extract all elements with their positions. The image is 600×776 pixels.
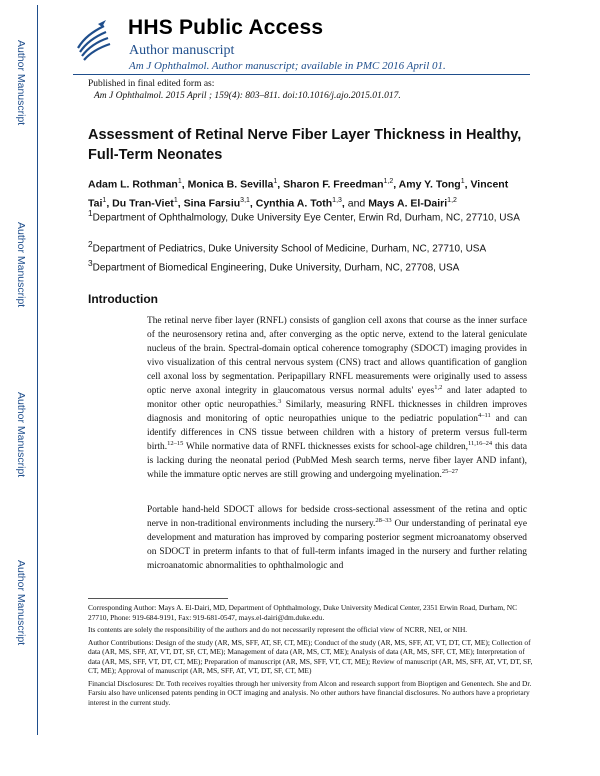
journal-availability: Am J Ophthalmol. Author manuscript; available in PMC 2016 April 01.: [129, 60, 446, 72]
paragraph-text: Our understanding of perinatal eye development and maturation has improved by comparing posterior segment microanatomy observed on SDOCT in preterm infants to that of full-term infants imaged in the nursery and further relating microanatomic abnormalities to ophthalmologic and: [147, 519, 527, 571]
citation-ref: 3: [278, 397, 282, 405]
footnote: Corresponding Author: Mays A. El-Dairi, MD, Department of Ophthalmology, Duke University Medical Center, 2351 Erwin Road, Durham, NC 27710, Phone: 919-684-9191, Fax: 919-681-0547, mays.el-dairi@dm.duke.edu.: [88, 603, 518, 622]
citation-ref: 11,16–24: [468, 439, 493, 447]
footnote: Financial Disclosures: Dr. Toth receives royalties through her university from Alcon and research support from Bioptigen and Genentech. She and Dr. Farsiu also have unlicensed patents pending in OCT imaging and analysis. No other authors have financial disclosures. No authors have a proprietary interest in the current study.: [88, 678, 532, 707]
authors-conjunction: and: [344, 197, 369, 209]
author-affiliation-number: 1: [460, 178, 465, 185]
published-label: Published in final edited form as:: [88, 79, 215, 89]
footnote: Author Contributions: Design of the study (AR, MS, SFF, AT, SF, CT, ME); Conduct of the study (AR, MS, SFF, AT, VT, DT, CT, ME); Collection of data (AR, MS, SFF, AT, VT, DT, SF, CT, ME); Management of data (AR, MS, CT, ME); Analysis of data (AR, MS, SFF, CT, ME); Interpretation of data (AR, MS, SFF, VT, DT, CT, ME); Preparation of manuscript (AR, MS, SFF, VT, CT, ME); Review of manuscript (AR, MS, SFF, AT, VT, DT, SF, CT, ME); Approval of manuscript (AR, MS, SFF, AT, VT, DT, SF, CT, ME): [88, 637, 533, 675]
publication-info: [88, 78, 401, 102]
sidebar-rule: [37, 5, 38, 735]
author-affiliation-number: 1,3: [332, 196, 342, 204]
sidebar-label: Author Manuscript: [15, 560, 27, 646]
citation-ref: 12–15: [167, 439, 184, 447]
affiliation: [88, 206, 528, 225]
affiliation-number: 3: [88, 258, 93, 268]
author-name: Adam L. Rothman: [88, 178, 178, 191]
page-header: [72, 16, 572, 76]
paragraph-text: and can identify differences in CNS tissue between children with a history of preterm versus full-term birth.: [147, 414, 528, 452]
footnote-divider: [88, 598, 228, 599]
body-paragraph: [147, 503, 527, 573]
footnotes: [88, 603, 533, 710]
paragraph-text: and later adapted to monitor other optic neuropathies.: [147, 386, 527, 410]
affiliation: [88, 237, 528, 256]
author-separator: ,: [106, 197, 113, 209]
author-name: Monica B. Sevilla: [187, 178, 274, 191]
author-affiliation-number: 1: [102, 196, 107, 204]
author-name: Amy Y. Tong: [398, 178, 461, 191]
author-name: Mays A. El-Dairi: [368, 197, 448, 209]
paragraph-text: The retinal nerve fiber layer (RNFL) consists of ganglion cell axons that course as the inner surface of the neurosensory retina and, after converging as the optic nerve, extend to the lateral geniculate nucleus of the brain. Spectral-domain optical coherence tomography (SDOCT) imaging provides in vivo visualization of this central nervous system (CNS) tract and allows quantification of ganglion cell axonal loss by segmentation. Peripapillary RNFL measurements were originally used to assess optic nerve axonal integrity in glaucomatous versus normal adults' eyes: [147, 316, 527, 396]
author-name: Du Tran-Viet: [112, 197, 174, 209]
citation: Am J Ophthalmol. 2015 April ; 159(4): 803–811. doi:10.1016/j.ajo.2015.01.017.: [94, 91, 401, 101]
footnote: Its contents are solely the responsibility of the authors and do not necessarily represent the official view of NCRR, NEI, or NIH.: [88, 625, 468, 634]
author-affiliation-number: 1: [177, 178, 182, 185]
author-affiliation-number: 1: [273, 178, 278, 185]
paragraph-text: Portable hand-held SDOCT allows for bedside cross-sectional assessment of the retina and optic nerve in non-traditional environments including the nursery.: [147, 505, 527, 529]
author-affiliation-number: 3,1: [240, 196, 250, 204]
header-divider: [73, 74, 530, 75]
author-name: Vincent Tai: [88, 178, 509, 209]
brand-title: HHS Public Access: [128, 16, 324, 39]
author-name: Cynthia A. Toth: [255, 197, 333, 209]
body-paragraph: [147, 314, 527, 482]
author-name: Sina Farsiu: [183, 197, 241, 209]
author-separator: ,: [464, 178, 471, 191]
citation-ref: 1,2: [434, 383, 443, 391]
citation-ref: 28–33: [375, 516, 392, 524]
paragraph-text: this data is lacking during the neonatal period (PubMed Mesh search terms, nerve fiber layer AND infant), while the immature optic nerves are still growing and undergoing myelination.: [147, 442, 527, 480]
sidebar: [0, 0, 40, 776]
affiliation-text: Department of Pediatrics, Duke University School of Medicine, Durham, NC, 27710, USA: [92, 243, 487, 255]
author-separator: ,: [177, 197, 184, 209]
author-manuscript-label: Author manuscript: [129, 43, 235, 58]
affiliation-text: Department of Ophthalmology, Duke University Eye Center, Erwin Rd, Durham, NC, 27710, USA: [92, 212, 520, 224]
author-separator: ,: [181, 178, 188, 191]
affiliation-number: 2: [88, 239, 93, 249]
author-affiliation-number: 1,2: [383, 178, 394, 185]
citation-ref: 4–11: [477, 411, 491, 419]
author-affiliation-number: 1,2: [447, 196, 457, 204]
affiliation-number: 1: [88, 208, 93, 218]
sidebar-label: Author Manuscript: [15, 40, 27, 126]
author-separator: ,: [249, 197, 256, 209]
paper-title: Assessment of Retinal Nerve Fiber Layer Thickness in Healthy, Full-Term Neonates: [88, 127, 522, 163]
sidebar-label: Author Manuscript: [15, 222, 27, 308]
hhs-eagle-logo-icon: [72, 18, 116, 64]
sidebar-label: Author Manuscript: [15, 392, 27, 478]
section-heading: Introduction: [88, 292, 158, 306]
author-separator: ,: [341, 197, 345, 209]
author-affiliation-number: 1: [173, 196, 178, 204]
author-name: Sharon F. Freedman: [283, 178, 384, 191]
paragraph-text: While normative data of RNFL thicknesses exists for school-age children,: [183, 442, 469, 452]
paragraph-text: Similarly, measuring RNFL thicknesses in children improves diagnosis and monitoring of optic neuropathies unique to the pediatric population: [147, 400, 527, 424]
affiliation-text: Department of Biomedical Engineering, Duke University, Durham, NC, 27708, USA: [92, 262, 460, 274]
affiliation: [88, 256, 528, 275]
citation-ref: 25–27: [441, 467, 459, 475]
author-separator: ,: [393, 178, 399, 191]
author-separator: ,: [277, 178, 284, 191]
